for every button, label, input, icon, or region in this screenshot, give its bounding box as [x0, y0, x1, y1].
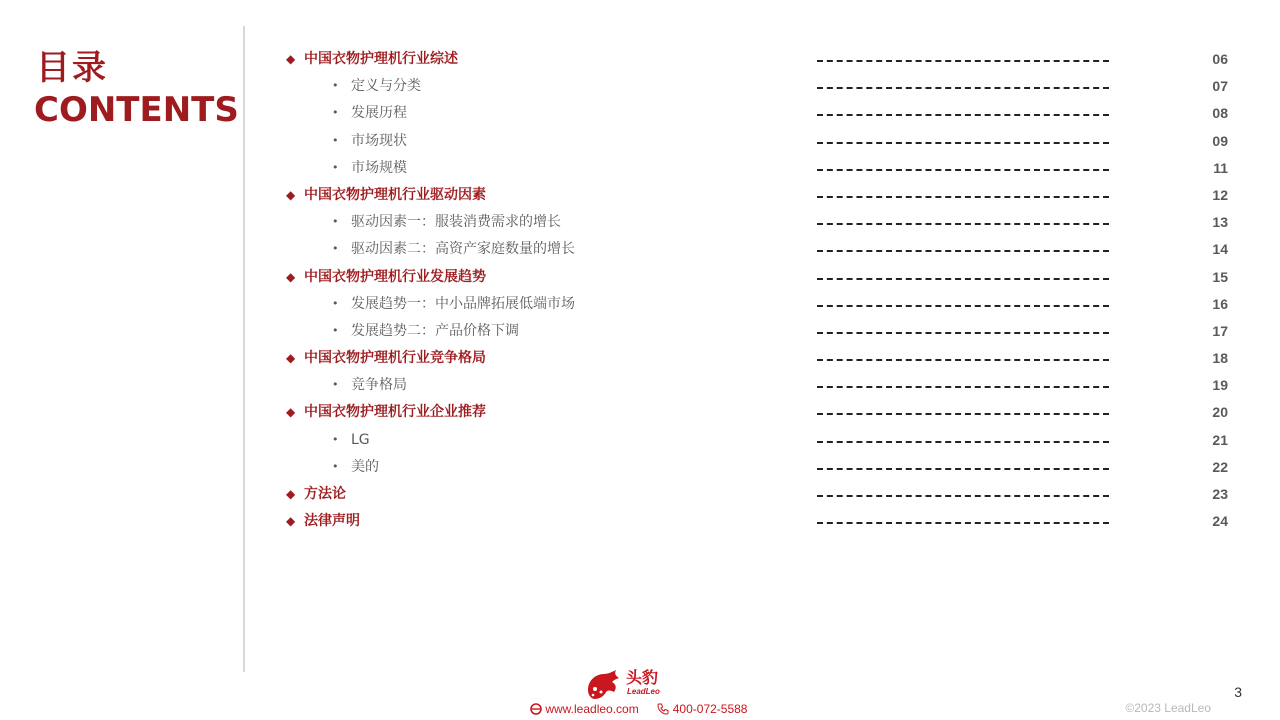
dotted-leader [817, 468, 1109, 470]
leopard-head-icon [586, 670, 620, 700]
diamond-bullet-icon: ◆ [286, 514, 296, 529]
toc-subsection-entry[interactable] [0, 235, 1280, 262]
toc-section-entry[interactable] [0, 344, 1280, 371]
toc-entry-label: 中国衣物护理机行业竞争格局 [304, 350, 486, 367]
toc-page-number: 21 [1212, 431, 1228, 448]
toc-page-number: 16 [1212, 295, 1228, 312]
dot-bullet-icon: • [332, 106, 339, 120]
toc-subsection-entry[interactable] [0, 154, 1280, 181]
toc-entry-label: 驱动因素二：高资产家庭数量的增长 [351, 241, 575, 258]
browser-e-icon [530, 703, 542, 715]
toc-entry-label: 市场现状 [351, 132, 407, 149]
toc-entry-label: 定义与分类 [351, 78, 421, 95]
page-title-zh: 目录 [36, 48, 108, 88]
dotted-leader [817, 359, 1109, 361]
toc-subsection-entry[interactable] [0, 371, 1280, 398]
dot-bullet-icon: • [332, 133, 339, 147]
dotted-leader [817, 278, 1109, 280]
diamond-bullet-icon: ◆ [286, 351, 296, 366]
phone-number: 400-072-5588 [672, 701, 748, 716]
dot-bullet-icon: • [332, 160, 339, 174]
dot-bullet-icon: • [332, 459, 339, 473]
toc-page-number: 11 [1213, 159, 1228, 176]
toc-entry-label: 发展趋势二：产品价格下调 [351, 322, 519, 339]
toc-page-number: 09 [1212, 132, 1228, 149]
dotted-leader [817, 522, 1109, 524]
toc-entry-label: 中国衣物护理机行业驱动因素 [304, 186, 486, 203]
toc-section-entry[interactable] [0, 181, 1280, 208]
dotted-leader [817, 413, 1109, 415]
dotted-leader [817, 332, 1109, 334]
toc-page-number: 19 [1212, 377, 1228, 394]
toc-entry-label: 驱动因素一：服装消费需求的增长 [351, 214, 561, 231]
toc-page-number: 22 [1212, 458, 1228, 475]
dot-bullet-icon: • [332, 79, 339, 93]
toc-page-number: 18 [1212, 350, 1228, 367]
toc-section-entry[interactable] [0, 398, 1280, 425]
diamond-bullet-icon: ◆ [286, 187, 296, 202]
toc-page-number: 20 [1212, 404, 1228, 421]
toc-page-number: 07 [1212, 78, 1228, 95]
dot-bullet-icon: • [332, 296, 339, 310]
toc-section-entry[interactable] [0, 45, 1280, 72]
diamond-bullet-icon: ◆ [286, 405, 296, 420]
toc-page-number: 14 [1212, 241, 1228, 258]
diamond-bullet-icon: ◆ [286, 487, 296, 501]
dotted-leader [817, 250, 1109, 252]
toc-entry-label: 发展趋势一：中小品牌拓展低端市场 [351, 295, 575, 312]
toc-page-number: 08 [1212, 105, 1228, 122]
logo-text-en: LeadLeo [627, 687, 660, 696]
toc-page-number: 23 [1212, 486, 1228, 502]
copyright: ©2023 LeadLeo [1125, 701, 1211, 715]
footer-contact [530, 700, 747, 717]
dot-bullet-icon: • [332, 323, 339, 337]
toc-entry-label: 发展历程 [351, 105, 407, 122]
dotted-leader [817, 223, 1109, 225]
dot-bullet-icon: • [332, 432, 339, 446]
dot-bullet-icon: • [332, 215, 339, 229]
toc-subsection-entry[interactable] [0, 127, 1280, 154]
page-number: 3 [1234, 684, 1242, 700]
toc-subsection-entry[interactable] [0, 426, 1280, 453]
toc-section-entry[interactable] [0, 480, 1280, 507]
toc-subsection-entry[interactable] [0, 453, 1280, 480]
table-of-contents [0, 45, 1280, 534]
toc-entry-label: 中国衣物护理机行业综述 [304, 51, 458, 67]
logo-text-zh: 头豹 [626, 668, 659, 687]
dotted-leader [817, 142, 1109, 144]
dotted-leader [817, 114, 1109, 116]
leadleo-logo [586, 668, 666, 700]
toc-entry-label: LG [351, 431, 370, 448]
toc-entry-label: 方法论 [304, 486, 346, 502]
toc-page-number: 24 [1212, 513, 1228, 530]
toc-entry-label: 法律声明 [304, 513, 360, 530]
dotted-leader [817, 196, 1109, 198]
dotted-leader [817, 305, 1109, 307]
toc-entry-label: 市场规模 [351, 159, 407, 176]
toc-page-number: 06 [1212, 51, 1228, 67]
phone-icon [657, 703, 669, 715]
toc-subsection-entry[interactable] [0, 317, 1280, 344]
toc-page-number: 12 [1212, 186, 1228, 203]
toc-page-number: 17 [1212, 322, 1228, 339]
website-link[interactable]: www.leadleo.com [545, 701, 639, 716]
dotted-leader [817, 87, 1109, 89]
toc-subsection-entry[interactable] [0, 208, 1280, 235]
dotted-leader [817, 169, 1109, 171]
toc-subsection-entry[interactable] [0, 290, 1280, 317]
dotted-leader [817, 441, 1109, 443]
dot-bullet-icon: • [332, 242, 339, 256]
toc-section-entry[interactable] [0, 507, 1280, 534]
diamond-bullet-icon: ◆ [286, 52, 296, 66]
toc-entry-label: 竞争格局 [351, 377, 407, 394]
toc-page-number: 13 [1212, 214, 1228, 231]
toc-entry-label: 美的 [351, 458, 379, 475]
toc-entry-label: 中国衣物护理机行业发展趋势 [304, 268, 486, 285]
dotted-leader [817, 386, 1109, 388]
page-title-en: CONTENTS [34, 90, 239, 130]
toc-entry-label: 中国衣物护理机行业企业推荐 [304, 404, 486, 421]
dotted-leader [817, 495, 1109, 497]
toc-subsection-entry[interactable] [0, 99, 1280, 126]
toc-section-entry[interactable] [0, 263, 1280, 290]
dot-bullet-icon: • [332, 378, 339, 392]
dotted-leader [817, 60, 1109, 62]
toc-subsection-entry[interactable] [0, 72, 1280, 99]
toc-page-number: 15 [1212, 268, 1228, 285]
diamond-bullet-icon: ◆ [286, 269, 296, 284]
